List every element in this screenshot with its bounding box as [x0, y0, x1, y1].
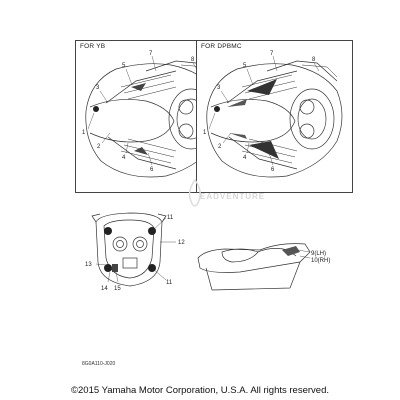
panel-title: FOR DPBMC — [201, 43, 242, 50]
callout-8: 8 — [312, 57, 316, 63]
copyright-footer: ©2015 Yamaha Motor Corporation, U.S.A. All rights reserved. — [71, 385, 329, 396]
callout-11-lower: 11 — [166, 280, 173, 286]
callout-6: 6 — [150, 167, 154, 173]
callout-12: 12 — [178, 240, 185, 246]
decal-side-mark — [282, 246, 300, 256]
callout-9-lh: 9(LH) — [311, 251, 327, 257]
figure-code: 8G0A110-J020 — [82, 361, 116, 367]
callout-2: 2 — [97, 144, 101, 150]
decal-dot — [104, 227, 112, 235]
rear-deck-top-view — [92, 213, 166, 286]
callout-2: 2 — [218, 144, 222, 150]
callout-1: 1 — [203, 130, 207, 136]
callout-13: 13 — [85, 262, 92, 268]
callout-5: 5 — [122, 63, 126, 69]
callout-15: 15 — [114, 286, 121, 292]
callout-6: 6 — [271, 167, 275, 173]
callout-7: 7 — [149, 51, 153, 57]
callout-10-rh: 10(RH) — [311, 258, 331, 264]
decal-block — [112, 264, 118, 272]
callout-1: 1 — [82, 130, 86, 136]
decal-dot — [104, 264, 112, 272]
callout-8: 8 — [191, 57, 195, 63]
callout-14: 14 — [101, 286, 108, 292]
callout-11: 11 — [167, 215, 174, 221]
callout-5: 5 — [243, 63, 247, 69]
watermark-text: EADVENTURE — [200, 192, 266, 201]
callout-4: 4 — [243, 155, 247, 161]
callout-3: 3 — [96, 85, 100, 91]
callout-7: 7 — [270, 51, 274, 57]
callout-3: 3 — [217, 85, 221, 91]
panel-title: FOR YB — [80, 43, 106, 50]
callout-4: 4 — [122, 155, 126, 161]
